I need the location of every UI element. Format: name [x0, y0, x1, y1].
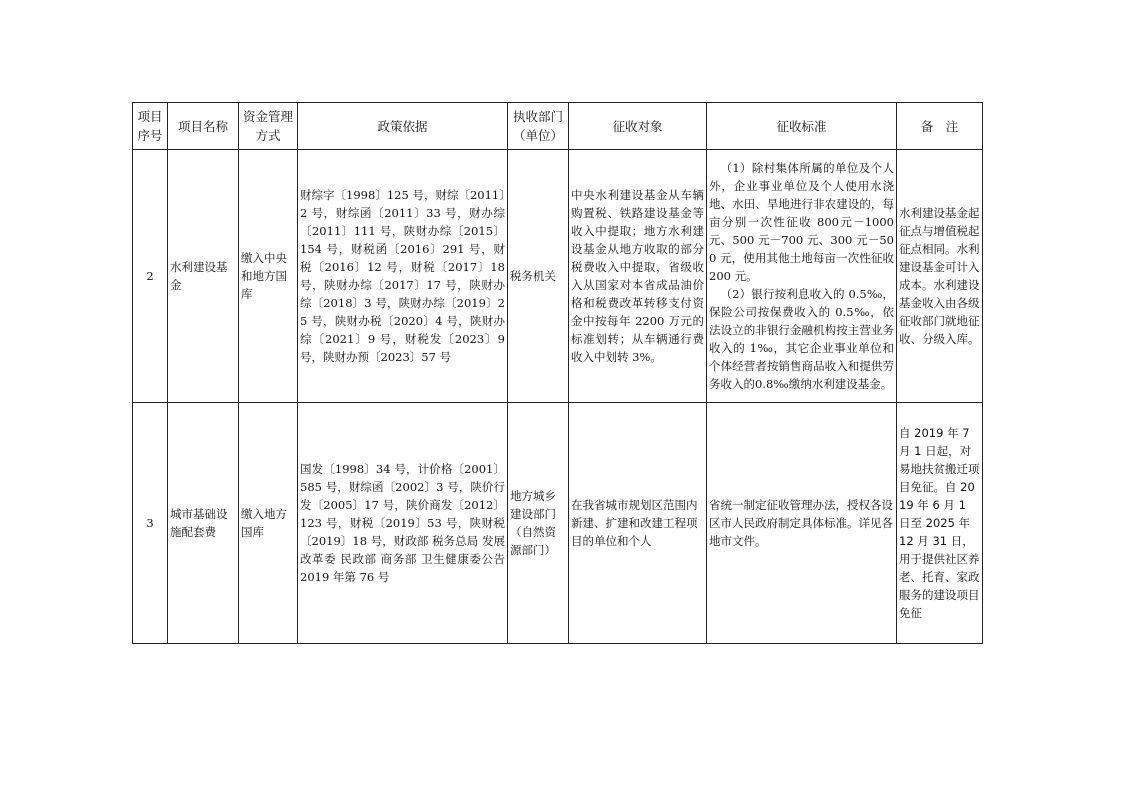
- header-fund-mode: 资金管理方式: [239, 103, 298, 150]
- table-row: [133, 150, 983, 403]
- cell-name: 水利建设基金: [168, 150, 239, 403]
- header-policy: 政策依据: [298, 103, 508, 150]
- cell-seq: 2: [133, 150, 168, 403]
- cell-standard: 省统一制定征收管理办法，授权各设区市人民政府制定具体标准。详见各地市文件。: [707, 403, 897, 644]
- table-row: [133, 403, 983, 644]
- header-standard: 征收标准: [707, 103, 897, 150]
- cell-fund-mode: 缴入地方国库: [239, 403, 298, 644]
- header-name: 项目名称: [168, 103, 239, 150]
- standard-paragraph: （2）银行按利息收入的 0.5‰，保险公司按保费收入的 0.5‰，依法设立的非银行金融机构按主营业务收入的 1‰，其它企业事业单位和个体经营者按销售商品收入和提供劳务收入的0.8‰缴纳水利建设基金。: [709, 287, 894, 391]
- cell-dept: 税务机关: [508, 150, 569, 403]
- cell-policy: 国发〔1998〕34 号，计价格〔2001〕585 号，财综函〔2002〕3 号，陕价行发〔2005〕17 号，陕价商发〔2012〕123 号，财税〔2019〕53 号，陕财税〔2019〕18 号，财政部 税务总局 发展改革委 民政部 商务部 卫生健康委公告 2019 年第 76 号: [298, 403, 508, 644]
- cell-notes: 自 2019 年 7 月 1 日起，对易地扶贫搬迁项目免征。自 2019 年 6 月 1 日至 2025 年 12 月 31 日，用于提供社区养老、托育、家政服务的建设项目免征: [897, 403, 983, 644]
- cell-standard: [707, 150, 897, 403]
- cell-dept: 地方城乡建设部门（自然资源部门）: [508, 403, 569, 644]
- header-dept: 执收部门（单位）: [508, 103, 569, 150]
- cell-target: 中央水利建设基金从车辆购置税、铁路建设基金等收入中提取；地方水利建设基金从地方收取的部分税费收入中提取，省级收入从国家对本省成品油价格和税费改革转移支付资金中按每年 2200 万元的标准划转；从车辆通行费收入中划转 3%。: [569, 150, 707, 403]
- cell-notes: 水利建设基金起征点与增值税起征点相同。水利建设基金可计入成本。水利建设基金收入由各级征收部门就地征收、分级入库。: [897, 150, 983, 403]
- header-row: [133, 103, 983, 150]
- cell-name: 城市基础设施配套费: [168, 403, 239, 644]
- header-notes: 备 注: [897, 103, 983, 150]
- cell-seq: 3: [133, 403, 168, 644]
- cell-policy: 财综字〔1998〕125 号，财综〔2011〕2 号，财综函〔2011〕33 号，财办综〔2011〕111 号，陕财办综〔2015〕154 号，财税函〔2016〕291 号，财税〔2016〕12 号，财税〔2017〕18号，陕财办综〔2017〕17 号，陕财办综〔2018〕3 号，陕财办综〔2019〕25 号，陕财办税〔2020〕4 号，陕财办综〔2021〕9 号，财税发〔2023〕9 号，陕财办预〔2023〕57 号: [298, 150, 508, 403]
- cell-target: 在我省城市规划区范围内新建、扩建和改建工程项目的单位和个人: [569, 403, 707, 644]
- cell-fund-mode: 缴入中央和地方国库: [239, 150, 298, 403]
- header-seq: 项目序号: [133, 103, 168, 150]
- standard-paragraph: （1）除村集体所属的单位及个人外，企业事业单位及个人使用水浇地、水田、旱地进行非农建设的，每亩分别一次性征收 800元－1000 元、500 元－700 元、300 元－500 元，使用其他土地每亩一次性征收 200 元。: [709, 161, 894, 283]
- header-target: 征收对象: [569, 103, 707, 150]
- fee-table: [132, 102, 983, 644]
